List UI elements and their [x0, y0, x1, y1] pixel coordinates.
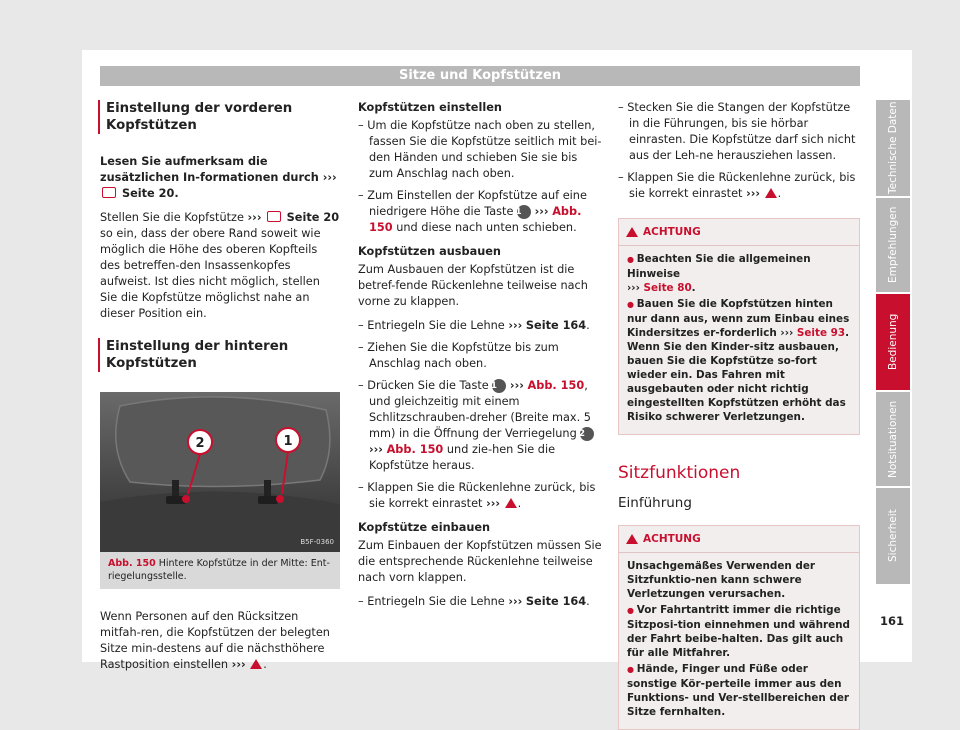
- tab-bedienung[interactable]: Bedienung: [876, 294, 910, 390]
- list-einstellen: [358, 118, 603, 236]
- list-item: – Zum Einstellen der Kopfstütze auf eine niedrigere Höhe die Taste 1 ››› Abb. 150 und diese nach unten schieben.: [358, 188, 603, 236]
- tab-sicherheit[interactable]: Sicherheit: [876, 488, 910, 584]
- p1-text-a: Stellen Sie die Kopfstütze: [100, 211, 244, 224]
- warning-header: ACHTUNG: [619, 219, 859, 246]
- callout-1-label: 1: [283, 434, 293, 449]
- warning-icon: [250, 659, 262, 669]
- warning-intro: Unsachgemäßes Verwenden der Sitzfunktio-nen kann schwere Verletzungen verursachen.: [627, 560, 816, 600]
- ausbauen-paragraph: Zum Ausbauen der Kopfstützen ist die betref-fende Rückenlehne teilweise nach vorne zu klappen.: [358, 263, 588, 308]
- button-badge-2: 2: [580, 427, 594, 441]
- arrow-icon: ›››: [322, 171, 337, 184]
- page-link[interactable]: Seite 93: [796, 327, 846, 339]
- book-icon: [102, 187, 116, 198]
- arrow-icon: ›››: [247, 211, 262, 224]
- rear-headrest-paragraph: Wenn Personen auf den Rücksitzen mitfah-ren, die Kopfstützen der belegten Sitze min-destens auf die nächsthöhere Rastposition einstellen ››› .: [100, 610, 330, 671]
- list-item: – Ziehen Sie die Kopfstütze bis zum Anschlag nach oben.: [358, 340, 603, 372]
- arrow-icon: ›››: [508, 595, 523, 608]
- figure-code: B5F-0360: [300, 538, 334, 546]
- warning-item: ● Bauen Sie die Kopfstützen hinten nur dann aus, wenn zum Einbau eines Kindersitzes er-forderlich ››› Seite 93. Wenn Sie den Kinder-sitz ausbauen, bauen Sie die Kopfstütze so-fort wieder ein. Das Fahren mit ausgebauten oder nicht richtig eingestellten Kopfstützen erhöht das Risiko schwerer Verletzungen.: [627, 297, 851, 424]
- warning-box-2: [618, 525, 860, 730]
- section-heading-rear: Einstellung der hinteren Kopfstützen: [98, 338, 340, 372]
- page-link[interactable]: Seite 80: [643, 282, 692, 294]
- intro-paragraph: Lesen Sie aufmerksam die zusätzlichen In-formationen durch ››› Seite 20.: [100, 155, 337, 200]
- section-heading-front: Einstellung der vorderen Kopfstützen: [98, 100, 340, 134]
- list-item: – Drücken Sie die Taste 1 ››› Abb. 150, und gleichzeitig mit einem Schlitzschrauben-dreher (Breite max. 5 mm) in die Öffnung der Verriegelung 2 ››› Abb. 150 und zie-hen Sie die Kopfstütze heraus.: [358, 378, 603, 474]
- warning-icon: [505, 498, 517, 508]
- column-1: [100, 100, 340, 681]
- callout-2-label: 2: [195, 436, 205, 451]
- list-item: – Entriegeln Sie die Lehne ››› Seite 164.: [358, 318, 603, 334]
- list-einbauen: [358, 594, 603, 610]
- list-item: – Stecken Sie die Stangen der Kopfstütze in die Führungen, bis sie hörbar einrasten. Die Kopfstütze darf sich nicht aus der Leh-ne herausziehen lassen.: [618, 100, 860, 164]
- arrow-icon: ›››: [231, 658, 246, 671]
- list-item: – Um die Kopfstütze nach oben zu stellen, fassen Sie die Kopfstütze seitlich mit bei-den Händen und schieben Sie sie bis zum Anschlag nach oben.: [358, 118, 603, 182]
- figure-link[interactable]: Abb. 150: [386, 443, 444, 456]
- intro-text: Lesen Sie aufmerksam die zusätzlichen In-formationen durch: [100, 155, 319, 184]
- warning-icon: [626, 227, 638, 237]
- warning-item: ● Hände, Finger und Füße oder sonstige Kör-perteile immer aus den Funktions- und Ver-stellbereichen der Sitze fernhalten.: [627, 662, 851, 719]
- list-einbauen-cont: [618, 100, 860, 202]
- p1-text-b: so ein, dass der obere Rand soweit wie möglich die Höhe des oberen Kopfteils des betreffen-den Insassenkopfes aufweist. Ist dies nicht möglich, stellen Sie die Kopfstütze möglichst nahe an dieser Position ein.: [100, 227, 321, 320]
- einbauen-paragraph: Zum Einbauen der Kopfstützen müssen Sie die entsprechende Rückenlehne teilweise nach vorn klappen.: [358, 539, 602, 584]
- caption-label: Abb. 150: [108, 558, 156, 569]
- list-item: – Klappen Sie die Rückenlehne zurück, bis sie korrekt einrastet ››› .: [618, 170, 860, 202]
- page-number: 161: [880, 614, 905, 628]
- arrow-icon: ›››: [627, 282, 640, 294]
- list-ausbauen: [358, 318, 603, 512]
- warning-icon: [765, 188, 777, 198]
- caption-text: Hintere Kopfstütze in der Mitte: Ent-riegelungsstelle.: [108, 558, 330, 582]
- arrow-icon: ›››: [746, 187, 761, 200]
- warning-item: ● Vor Fahrtantritt immer die richtige Sitzposi-tion einnehmen und während der Fahrt beibe-halten. Das gilt auch für alle Mitfahrer.: [627, 603, 851, 660]
- headrest-illustration: [100, 392, 340, 552]
- warning-item: ● Beachten Sie die allgemeinen Hinweise ››› Seite 80.: [627, 252, 851, 295]
- figure-link[interactable]: Abb. 150: [527, 379, 585, 392]
- tab-notsituationen[interactable]: Notsituationen: [876, 392, 910, 486]
- arrow-icon: ›››: [534, 205, 549, 218]
- column-2: [358, 100, 603, 618]
- tab-empfehlungen[interactable]: Empfehlungen: [876, 198, 910, 292]
- warning-box-1: [618, 218, 860, 435]
- button-badge-1: 1: [517, 205, 531, 219]
- warning-body: [619, 553, 859, 729]
- button-badge-1: 1: [492, 379, 506, 393]
- tab-technische-daten[interactable]: Technische Daten: [876, 100, 910, 196]
- arrow-icon: ›››: [508, 319, 523, 332]
- subsection-title-einfuehrung: Einführung: [618, 495, 692, 511]
- page-link[interactable]: Seite 164: [525, 595, 587, 608]
- column-3: [618, 100, 860, 730]
- p2-text: Wenn Personen auf den Rücksitzen mitfah-ren, die Kopfstützen der belegten Sitze min-destens auf die nächsthöhere Rastposition einstellen: [100, 610, 330, 671]
- figure-caption: [100, 552, 340, 589]
- arrow-icon: ›››: [369, 443, 383, 456]
- intro-link[interactable]: Seite 20: [121, 187, 175, 200]
- warning-body: [619, 246, 859, 434]
- arrow-icon: ›››: [780, 327, 794, 339]
- chapter-header: Sitze und Kopfstützen: [100, 66, 860, 86]
- p1-link[interactable]: Seite 20: [286, 211, 340, 224]
- warning-icon: [626, 534, 638, 544]
- list-item: – Klappen Sie die Rückenlehne zurück, bis sie korrekt einrastet ››› .: [358, 480, 603, 512]
- subhead-einstellen: Kopfstützen einstellen: [358, 101, 502, 114]
- figure-link[interactable]: Abb. 150: [369, 205, 582, 234]
- subhead-ausbauen: Kopfstützen ausbauen: [358, 245, 501, 258]
- front-headrest-paragraph: [100, 210, 340, 322]
- arrow-icon: ›››: [486, 497, 501, 510]
- arrow-icon: ›››: [509, 379, 524, 392]
- book-icon: [267, 211, 281, 222]
- list-item: – Entriegeln Sie die Lehne ››› Seite 164.: [358, 594, 603, 610]
- page-link[interactable]: Seite 164: [525, 319, 587, 332]
- figure-headrest: [100, 392, 340, 552]
- section-title-sitzfunktionen: Sitzfunktionen: [618, 463, 741, 483]
- subhead-einbauen: Kopfstütze einbauen: [358, 521, 491, 534]
- warning-header: ACHTUNG: [619, 526, 859, 553]
